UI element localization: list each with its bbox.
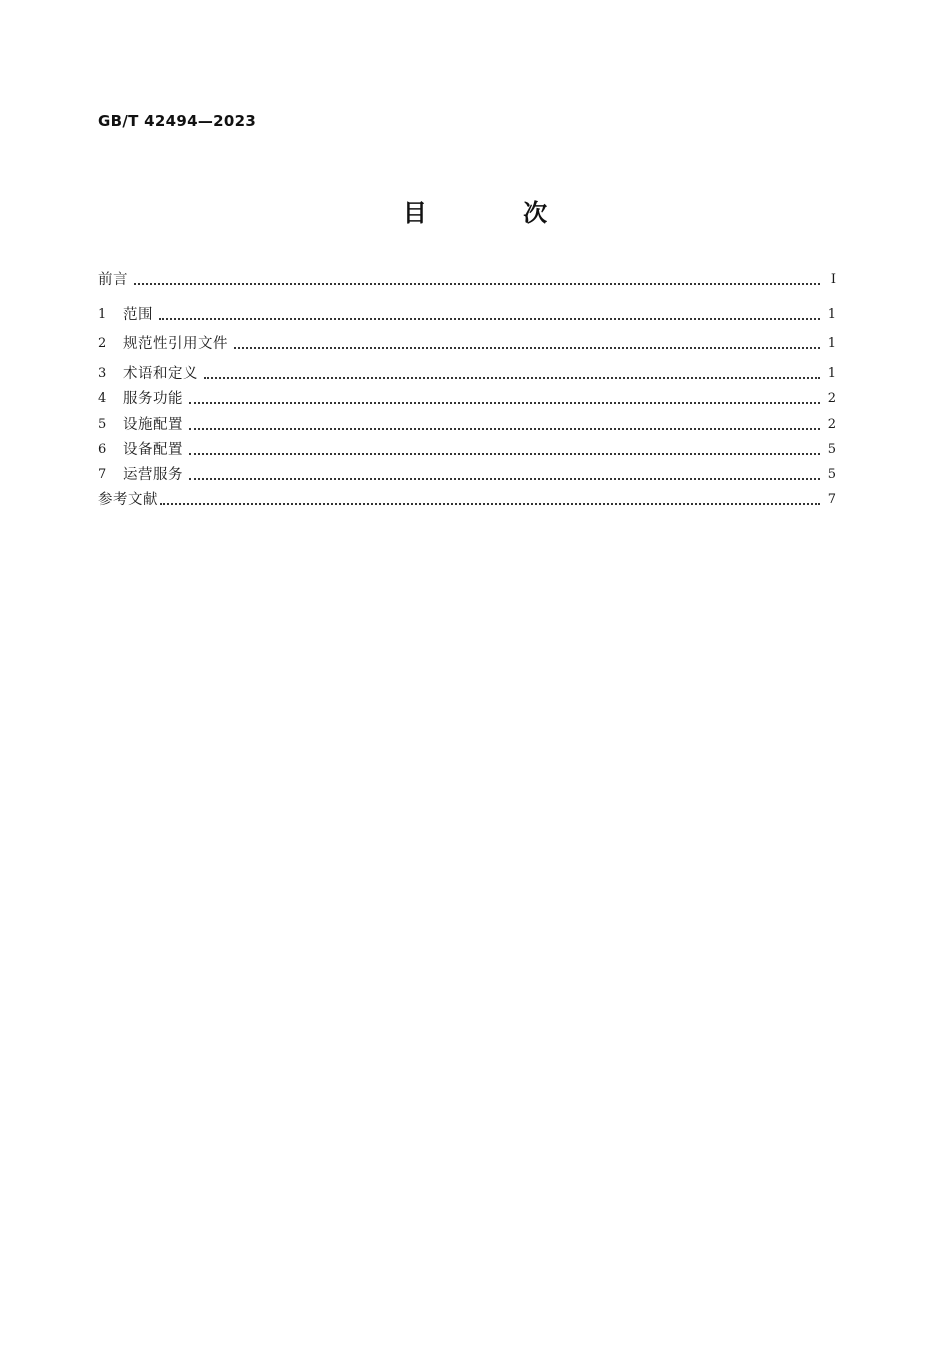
toc-entry-page: 1: [827, 336, 836, 351]
toc-entry-label: 前言: [98, 272, 128, 288]
toc-leader-dots: [159, 318, 820, 320]
toc-entry-number: 7: [98, 467, 107, 482]
toc-entry-number: 5: [98, 417, 107, 432]
toc-entry-bibliography[interactable]: [98, 488, 836, 510]
toc-leader-dots: [160, 503, 820, 505]
toc-leader-dots: [189, 478, 820, 480]
toc-entry-label: 运营服务: [123, 467, 183, 483]
toc-entry-4[interactable]: [98, 387, 836, 409]
toc-entry-label: 参考文献: [98, 492, 158, 508]
toc-entry-number: 3: [98, 366, 107, 381]
toc-entry-label: 设施配置: [123, 417, 183, 433]
toc-entry-page: 2: [827, 391, 836, 406]
toc-entry-page: 5: [827, 467, 836, 482]
standard-code: GB/T 42494—2023: [98, 112, 257, 130]
toc-entry-7[interactable]: [98, 463, 836, 485]
toc-entry-page: 1: [827, 366, 836, 381]
toc-entry-3[interactable]: [98, 362, 836, 384]
toc-entry-2[interactable]: [98, 332, 836, 354]
toc-entry-1[interactable]: [98, 303, 836, 325]
toc-entry-label: 范围: [123, 307, 153, 323]
toc-entry-number: 6: [98, 442, 107, 457]
toc-entry-label: 服务功能: [123, 391, 183, 407]
toc-leader-dots: [234, 347, 820, 349]
toc-leader-dots: [134, 283, 820, 285]
toc-entry-page: 2: [827, 417, 836, 432]
toc-leader-dots: [204, 377, 820, 379]
toc-entry-foreword[interactable]: [98, 268, 836, 290]
toc-entry-label: 规范性引用文件: [123, 336, 228, 352]
toc-leader-dots: [189, 453, 820, 455]
toc-entry-page: Ⅰ: [830, 272, 836, 287]
toc-entry-label: 术语和定义: [123, 366, 198, 382]
toc-entry-number: 1: [98, 307, 107, 322]
toc-entry-page: 7: [827, 492, 836, 507]
toc-entry-number: 4: [98, 391, 107, 406]
toc-entry-page: 5: [827, 442, 836, 457]
toc-leader-dots: [189, 428, 820, 430]
toc-entry-page: 1: [827, 307, 836, 322]
toc-entry-number: 2: [98, 336, 107, 351]
toc-entry-5[interactable]: [98, 413, 836, 435]
toc-entry-label: 设备配置: [123, 442, 183, 458]
toc-title: 目 次: [402, 199, 592, 227]
toc-leader-dots: [189, 402, 820, 404]
toc-entry-6[interactable]: [98, 438, 836, 460]
